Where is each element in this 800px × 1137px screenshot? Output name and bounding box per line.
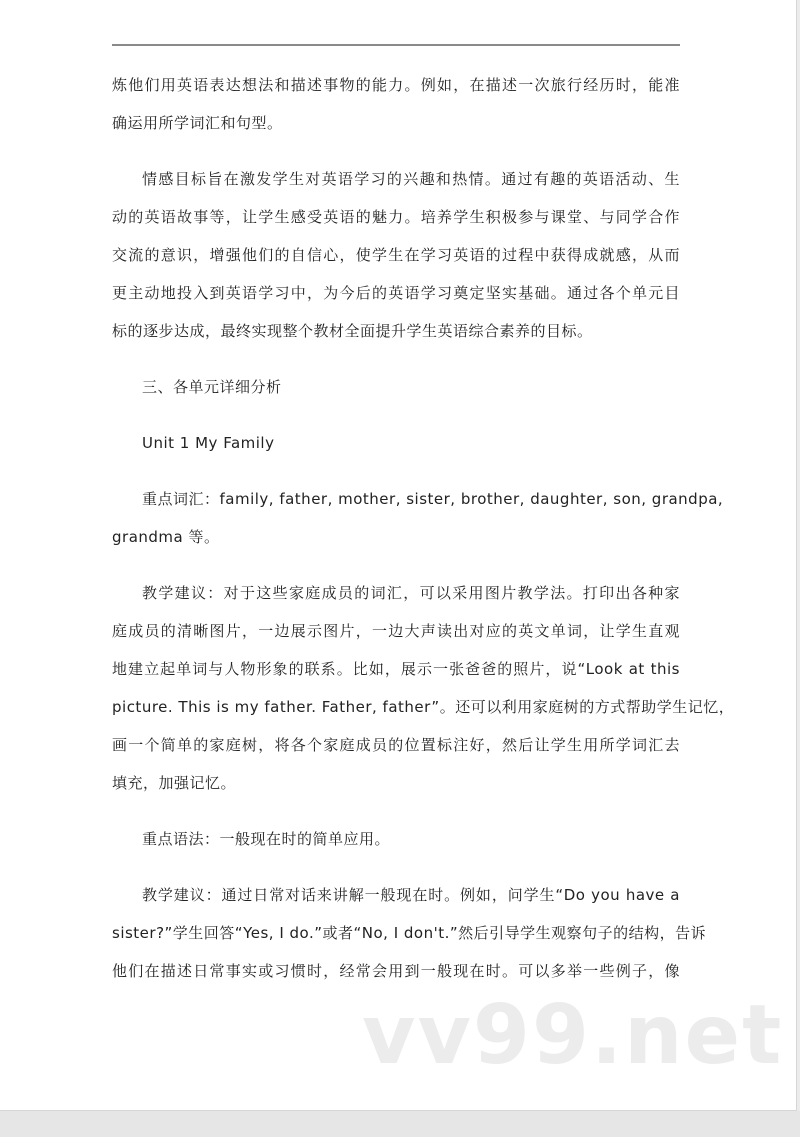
text-line: sister?”学生回答“Yes, I do.”或者“No, I don't.”然后引导学生观察句子的结构，告诉 xyxy=(112,924,707,942)
paragraph-2 xyxy=(112,160,680,350)
text-line: 确运用所学词汇和句型。 xyxy=(112,114,283,132)
text-line: 填充，加强记忆。 xyxy=(112,774,237,792)
text-line: 教学建议：对于这些家庭成员的词汇，可以采用图片教学法。打印出各种家 xyxy=(142,584,680,602)
text-line: 交流的意识，增强他们的自信心，使学生在学习英语的过程中获得成就感，从而 xyxy=(112,246,680,264)
viewer-background-strip xyxy=(0,1111,800,1137)
section-heading: 三、各单元详细分析 xyxy=(142,378,282,396)
text-line: 地建立起单词与人物形象的联系。比如，展示一张爸爸的照片，说“Look at this xyxy=(112,660,680,678)
paragraph-grammar-advice xyxy=(112,876,707,990)
unit-title: Unit 1 My Family xyxy=(142,434,275,452)
text-line: 情感目标旨在激发学生对英语学习的兴趣和热情。通过有趣的英语活动、生 xyxy=(142,170,680,188)
paragraph-grammar: 重点语法：一般现在时的简单应用。 xyxy=(142,830,391,848)
text-line: 教学建议：通过日常对话来讲解一般现在时。例如，问学生“Do you have a xyxy=(142,886,680,904)
text-line: 炼他们用英语表达想法和描述事物的能力。例如，在描述一次旅行经历时，能准 xyxy=(112,76,680,94)
header-rule xyxy=(112,44,680,46)
text-line: 画一个简单的家庭树，将各个家庭成员的位置标注好，然后让学生用所学词汇去 xyxy=(112,736,680,754)
text-line: 庭成员的清晰图片，一边展示图片，一边大声读出对应的英文单词，让学生直观 xyxy=(112,622,680,640)
text-line: 重点词汇：family, father, mother, sister, brother, daughter, son, grandpa, xyxy=(142,490,724,508)
text-line: picture. This is my father. Father, father”。还可以利用家庭树的方式帮助学生记忆， xyxy=(112,698,735,716)
paragraph-vocabulary-advice xyxy=(112,574,735,802)
document-body xyxy=(112,66,735,990)
text-line: grandma 等。 xyxy=(112,528,220,546)
text-line: 标的逐步达成，最终实现整个教材全面提升学生英语综合素养的目标。 xyxy=(112,322,593,340)
text-line: 更主动地投入到英语学习中，为今后的英语学习奠定坚实基础。通过各个单元目 xyxy=(112,284,680,302)
text-line: 动的英语故事等，让学生感受英语的魅力。培养学生积极参与课堂、与同学合作 xyxy=(112,208,680,226)
text-line: 他们在描述日常事实或习惯时，经常会用到一般现在时。可以多举一些例子，像 xyxy=(112,962,680,980)
paragraph-vocabulary xyxy=(112,480,724,556)
paragraph-1 xyxy=(112,66,680,142)
watermark: vv99.net xyxy=(362,988,784,1083)
